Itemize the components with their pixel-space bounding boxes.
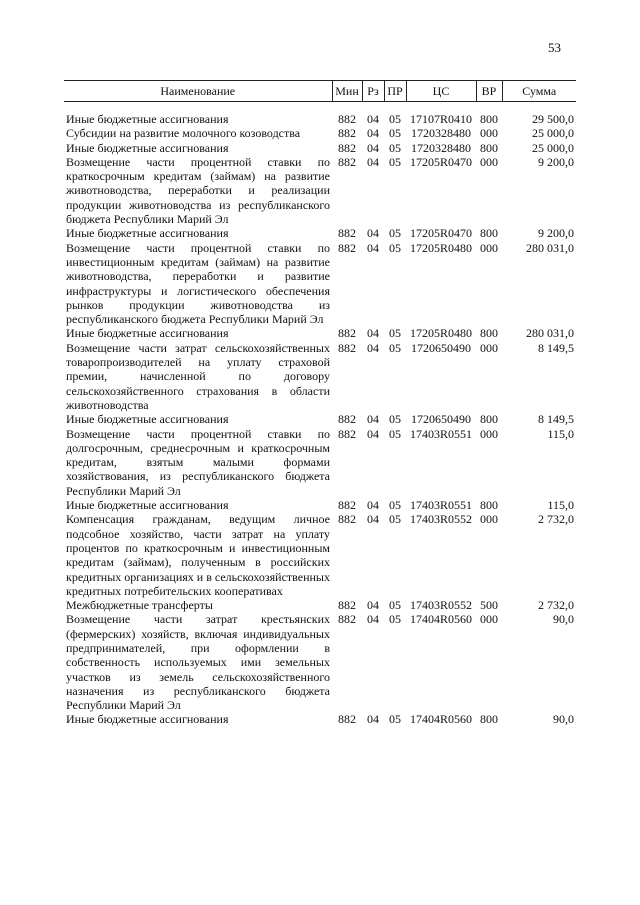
cell-min: 882	[338, 340, 356, 355]
table-row	[64, 598, 576, 612]
cell-min: 882	[338, 326, 356, 341]
cell-pr: 05	[389, 140, 401, 155]
cell-name: Иные бюджетные ассигнования	[66, 326, 229, 341]
table-row	[64, 155, 576, 226]
cell-sum: 2 732,0	[538, 598, 574, 613]
cell-rz: 04	[367, 498, 379, 513]
cell-cs: 1720328480	[411, 140, 471, 155]
cell-rz: 04	[367, 326, 379, 341]
cell-vr: 800	[480, 412, 498, 427]
cell-rz: 04	[367, 598, 379, 613]
cell-min: 882	[338, 498, 356, 513]
budget-table	[64, 80, 576, 727]
cell-pr: 05	[389, 612, 401, 627]
cell-pr: 05	[389, 412, 401, 427]
cell-vr: 800	[480, 112, 498, 126]
cell-pr: 05	[389, 340, 401, 355]
cell-sum: 29 500,0	[532, 112, 574, 126]
header-cs: ЦС	[406, 81, 476, 102]
cell-cs: 1720650490	[411, 412, 471, 427]
cell-name: Иные бюджетные ассигнования	[66, 412, 229, 427]
cell-name: Иные бюджетные ассигнования	[66, 226, 229, 241]
cell-vr: 800	[480, 140, 498, 155]
cell-pr: 05	[389, 112, 401, 126]
cell-name: Иные бюджетные ассигнования	[66, 140, 229, 155]
table-row	[64, 412, 576, 426]
cell-sum: 280 031,0	[526, 326, 574, 341]
cell-min: 882	[338, 112, 356, 126]
cell-pr: 05	[389, 512, 401, 527]
cell-vr: 000	[480, 126, 498, 141]
cell-pr: 05	[389, 240, 401, 255]
cell-cs: 17107R0410	[409, 112, 472, 126]
table-row	[64, 498, 576, 512]
cell-vr: 800	[480, 226, 498, 241]
cell-name: Возмещение части затрат крестьянских (фермерских) хозяйств, включая индивидуальных предпринимателей, при оформлении в собственность используемых ими земельных участков из земель сельскохозяйственного назначения из республиканского бюджета Республики Марий Эл	[66, 612, 330, 713]
cell-rz: 04	[367, 412, 379, 427]
cell-cs: 17404R0560	[409, 712, 472, 727]
table-row	[64, 512, 576, 598]
cell-name: Возмещение части процентной ставки по долгосрочным, среднесрочным и краткосрочным кредитам, взятым малыми формами хозяйствования, из республиканского бюджета Республики Марий Эл	[66, 426, 330, 498]
header-name: Наименование	[64, 81, 332, 102]
table-row	[64, 141, 576, 155]
table-row	[64, 226, 576, 240]
cell-name: Субсидии на развитие молочного козоводства	[66, 126, 301, 141]
cell-pr: 05	[389, 326, 401, 341]
cell-rz: 04	[367, 140, 379, 155]
cell-name: Межбюджетные трансферты	[66, 598, 213, 613]
cell-rz: 04	[367, 612, 379, 627]
cell-sum: 9 200,0	[538, 154, 574, 169]
cell-vr: 000	[480, 240, 498, 255]
table-row	[64, 102, 576, 127]
cell-pr: 05	[389, 426, 401, 441]
cell-rz: 04	[367, 340, 379, 355]
cell-vr: 800	[480, 326, 498, 341]
cell-rz: 04	[367, 154, 379, 169]
cell-vr: 000	[480, 612, 498, 627]
cell-cs: 17403R0551	[409, 498, 472, 513]
cell-min: 882	[338, 226, 356, 241]
table-row	[64, 341, 576, 412]
table-row	[64, 326, 576, 340]
cell-name: Иные бюджетные ассигнования	[66, 498, 229, 513]
cell-vr: 000	[480, 340, 498, 355]
cell-sum: 8 149,5	[538, 412, 574, 427]
cell-min: 882	[338, 154, 356, 169]
cell-cs: 17403R0551	[409, 426, 472, 441]
cell-rz: 04	[367, 712, 379, 727]
table-header-row	[64, 81, 576, 102]
table-row	[64, 427, 576, 498]
cell-min: 882	[338, 426, 356, 441]
cell-rz: 04	[367, 226, 379, 241]
cell-pr: 05	[389, 126, 401, 141]
cell-pr: 05	[389, 498, 401, 513]
cell-cs: 1720328480	[411, 126, 471, 141]
cell-name: Возмещение части процентной ставки по инвестиционным кредитам (займам) на развитие животноводства, переработки и развитие инфраструктуры и логистического обеспечения рынков продукции животноводства из республиканского бюджета Республики Марий Эл	[66, 240, 330, 327]
cell-cs: 17205R0480	[409, 240, 472, 255]
header-pr: ПР	[384, 81, 406, 102]
cell-vr: 000	[480, 154, 498, 169]
cell-cs: 17205R0470	[409, 154, 472, 169]
cell-sum: 25 000,0	[532, 126, 574, 141]
cell-min: 882	[338, 598, 356, 613]
cell-sum: 115,0	[547, 498, 574, 513]
cell-sum: 9 200,0	[538, 226, 574, 241]
table-row	[64, 612, 576, 712]
table-row	[64, 241, 576, 327]
cell-vr: 500	[480, 598, 498, 613]
cell-sum: 280 031,0	[526, 240, 574, 255]
page-number: 53	[548, 40, 561, 55]
cell-pr: 05	[389, 598, 401, 613]
cell-cs: 17403R0552	[409, 512, 472, 527]
cell-sum: 8 149,5	[538, 340, 574, 355]
header-rz: Рз	[362, 81, 384, 102]
cell-min: 882	[338, 126, 356, 141]
cell-sum: 90,0	[553, 612, 574, 627]
cell-vr: 000	[480, 512, 498, 527]
cell-sum: 90,0	[553, 712, 574, 727]
cell-rz: 04	[367, 126, 379, 141]
cell-min: 882	[338, 412, 356, 427]
cell-pr: 05	[389, 154, 401, 169]
cell-sum: 115,0	[547, 426, 574, 441]
cell-min: 882	[338, 612, 356, 627]
cell-rz: 04	[367, 512, 379, 527]
header-min: Мин	[332, 81, 362, 102]
cell-cs: 1720650490	[411, 340, 471, 355]
cell-vr: 800	[480, 498, 498, 513]
cell-min: 882	[338, 240, 356, 255]
cell-cs: 17403R0552	[409, 598, 472, 613]
cell-vr: 800	[480, 712, 498, 727]
table-row	[64, 126, 576, 140]
cell-rz: 04	[367, 240, 379, 255]
cell-min: 882	[338, 512, 356, 527]
header-sum: Сумма	[502, 81, 576, 102]
cell-cs: 17205R0480	[409, 326, 472, 341]
cell-pr: 05	[389, 712, 401, 727]
cell-sum: 2 732,0	[538, 512, 574, 527]
cell-cs: 17404R0560	[409, 612, 472, 627]
cell-cs: 17205R0470	[409, 226, 472, 241]
cell-name: Возмещение части процентной ставки по краткосрочным кредитам (займам) на развитие животноводства, переработки и реализации продукции животноводства из республиканского бюджета Республики Марий Эл	[66, 154, 330, 227]
table-row	[64, 712, 576, 726]
cell-min: 882	[338, 140, 356, 155]
cell-name: Иные бюджетные ассигнования	[66, 112, 229, 126]
cell-name: Компенсация гражданам, ведущим личное подсобное хозяйство, части затрат на уплату процентов по краткосрочным и инвестиционным кредитам (займам), полученным в российских кредитных организациях и в сельскохозяйственных кредитных потребительских кооперативах	[66, 512, 330, 598]
cell-sum: 25 000,0	[532, 140, 574, 155]
cell-rz: 04	[367, 426, 379, 441]
cell-vr: 000	[480, 426, 498, 441]
cell-name: Иные бюджетные ассигнования	[66, 712, 229, 727]
cell-min: 882	[338, 712, 356, 727]
header-vr: ВР	[476, 81, 502, 102]
cell-name: Возмещение части затрат сельскохозяйственных товаропроизводителей на уплату страховой премии, начисленной по договору сельскохозяйственного страхования в области животноводства	[66, 340, 330, 412]
cell-rz: 04	[367, 112, 379, 126]
cell-pr: 05	[389, 226, 401, 241]
